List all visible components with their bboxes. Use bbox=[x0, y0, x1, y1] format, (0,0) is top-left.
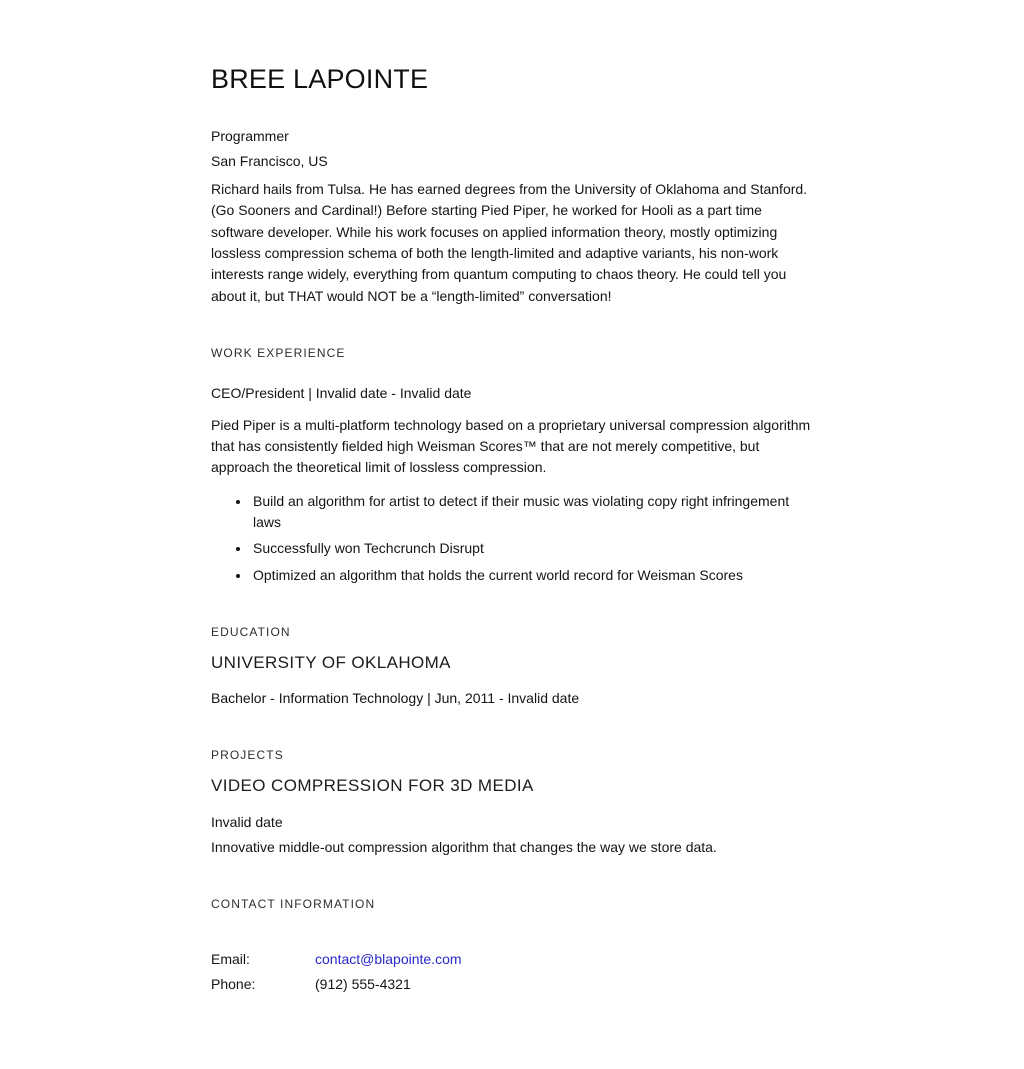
contact-header: CONTACT INFORMATION bbox=[211, 896, 376, 911]
achievement-item: • Build an algorithm for artist to detect if their music was violating copy right infringement laws bbox=[251, 491, 812, 534]
education-header: EDUCATION bbox=[211, 624, 291, 639]
work-experience-header: WORK EXPERIENCE bbox=[211, 345, 346, 360]
section-projects bbox=[211, 748, 812, 857]
projects-header: PROJECTS bbox=[211, 748, 284, 763]
section-contact bbox=[211, 897, 812, 995]
project-date: Invalid date bbox=[211, 813, 283, 830]
contact-rows bbox=[211, 949, 812, 995]
achievements-list bbox=[211, 491, 812, 586]
achievement-item: • Successfully won Techcrunch Disrupt bbox=[251, 538, 812, 559]
education-school: UNIVERSITY OF OKLAHOMA bbox=[211, 652, 451, 672]
section-education bbox=[211, 625, 812, 709]
achievement-item: • Optimized an algorithm that holds the current world record for Weisman Scores bbox=[251, 565, 812, 586]
email-link[interactable]: contact@blapointe.com bbox=[315, 950, 462, 967]
person-location: San Francisco, US bbox=[211, 153, 328, 170]
email-value bbox=[315, 949, 462, 970]
education-degree: Bachelor - Information Technology | Jun, 2011 - Invalid date bbox=[211, 690, 580, 707]
resume-document bbox=[211, 0, 812, 1069]
section-work-experience bbox=[211, 346, 812, 586]
email-label: Email: bbox=[211, 950, 250, 967]
project-description: Innovative middle-out compression algorithm that changes the way we store data. bbox=[211, 838, 717, 855]
person-meta bbox=[211, 126, 812, 307]
contact-row-email bbox=[211, 949, 812, 970]
person-summary: Richard hails from Tulsa. He has earned degrees from the University of Oklahoma and Stanford. (Go Sooners and Cardinal!) Before starting Pied Piper, he worked for Hooli as a part time software developer. While his work focuses on applied information theory, mostly optimizing lossless compression schema of both the length-limited and adaptive variants, his non-work interests range widely, everything from quantum computing to chaos theory. He could tell you about it, but THAT would NOT be a “length-limited” conversation! bbox=[211, 181, 808, 304]
phone-label: Phone: bbox=[211, 975, 256, 992]
person-name: BREE LAPOINTE bbox=[211, 64, 429, 94]
project-title: VIDEO COMPRESSION FOR 3D MEDIA bbox=[211, 776, 534, 796]
job-description: Pied Piper is a multi-platform technology based on a proprietary universal compression algorithm that has consistently fielded high Weisman Scores™ that are not merely competitive, but approach the theoretical limit of lossless compression. bbox=[211, 416, 811, 476]
job-title: CEO/President | Invalid date - Invalid date bbox=[211, 384, 472, 401]
contact-row-phone bbox=[211, 974, 812, 995]
phone-value: (912) 555-4321 bbox=[315, 975, 411, 992]
person-role: Programmer bbox=[211, 128, 289, 145]
